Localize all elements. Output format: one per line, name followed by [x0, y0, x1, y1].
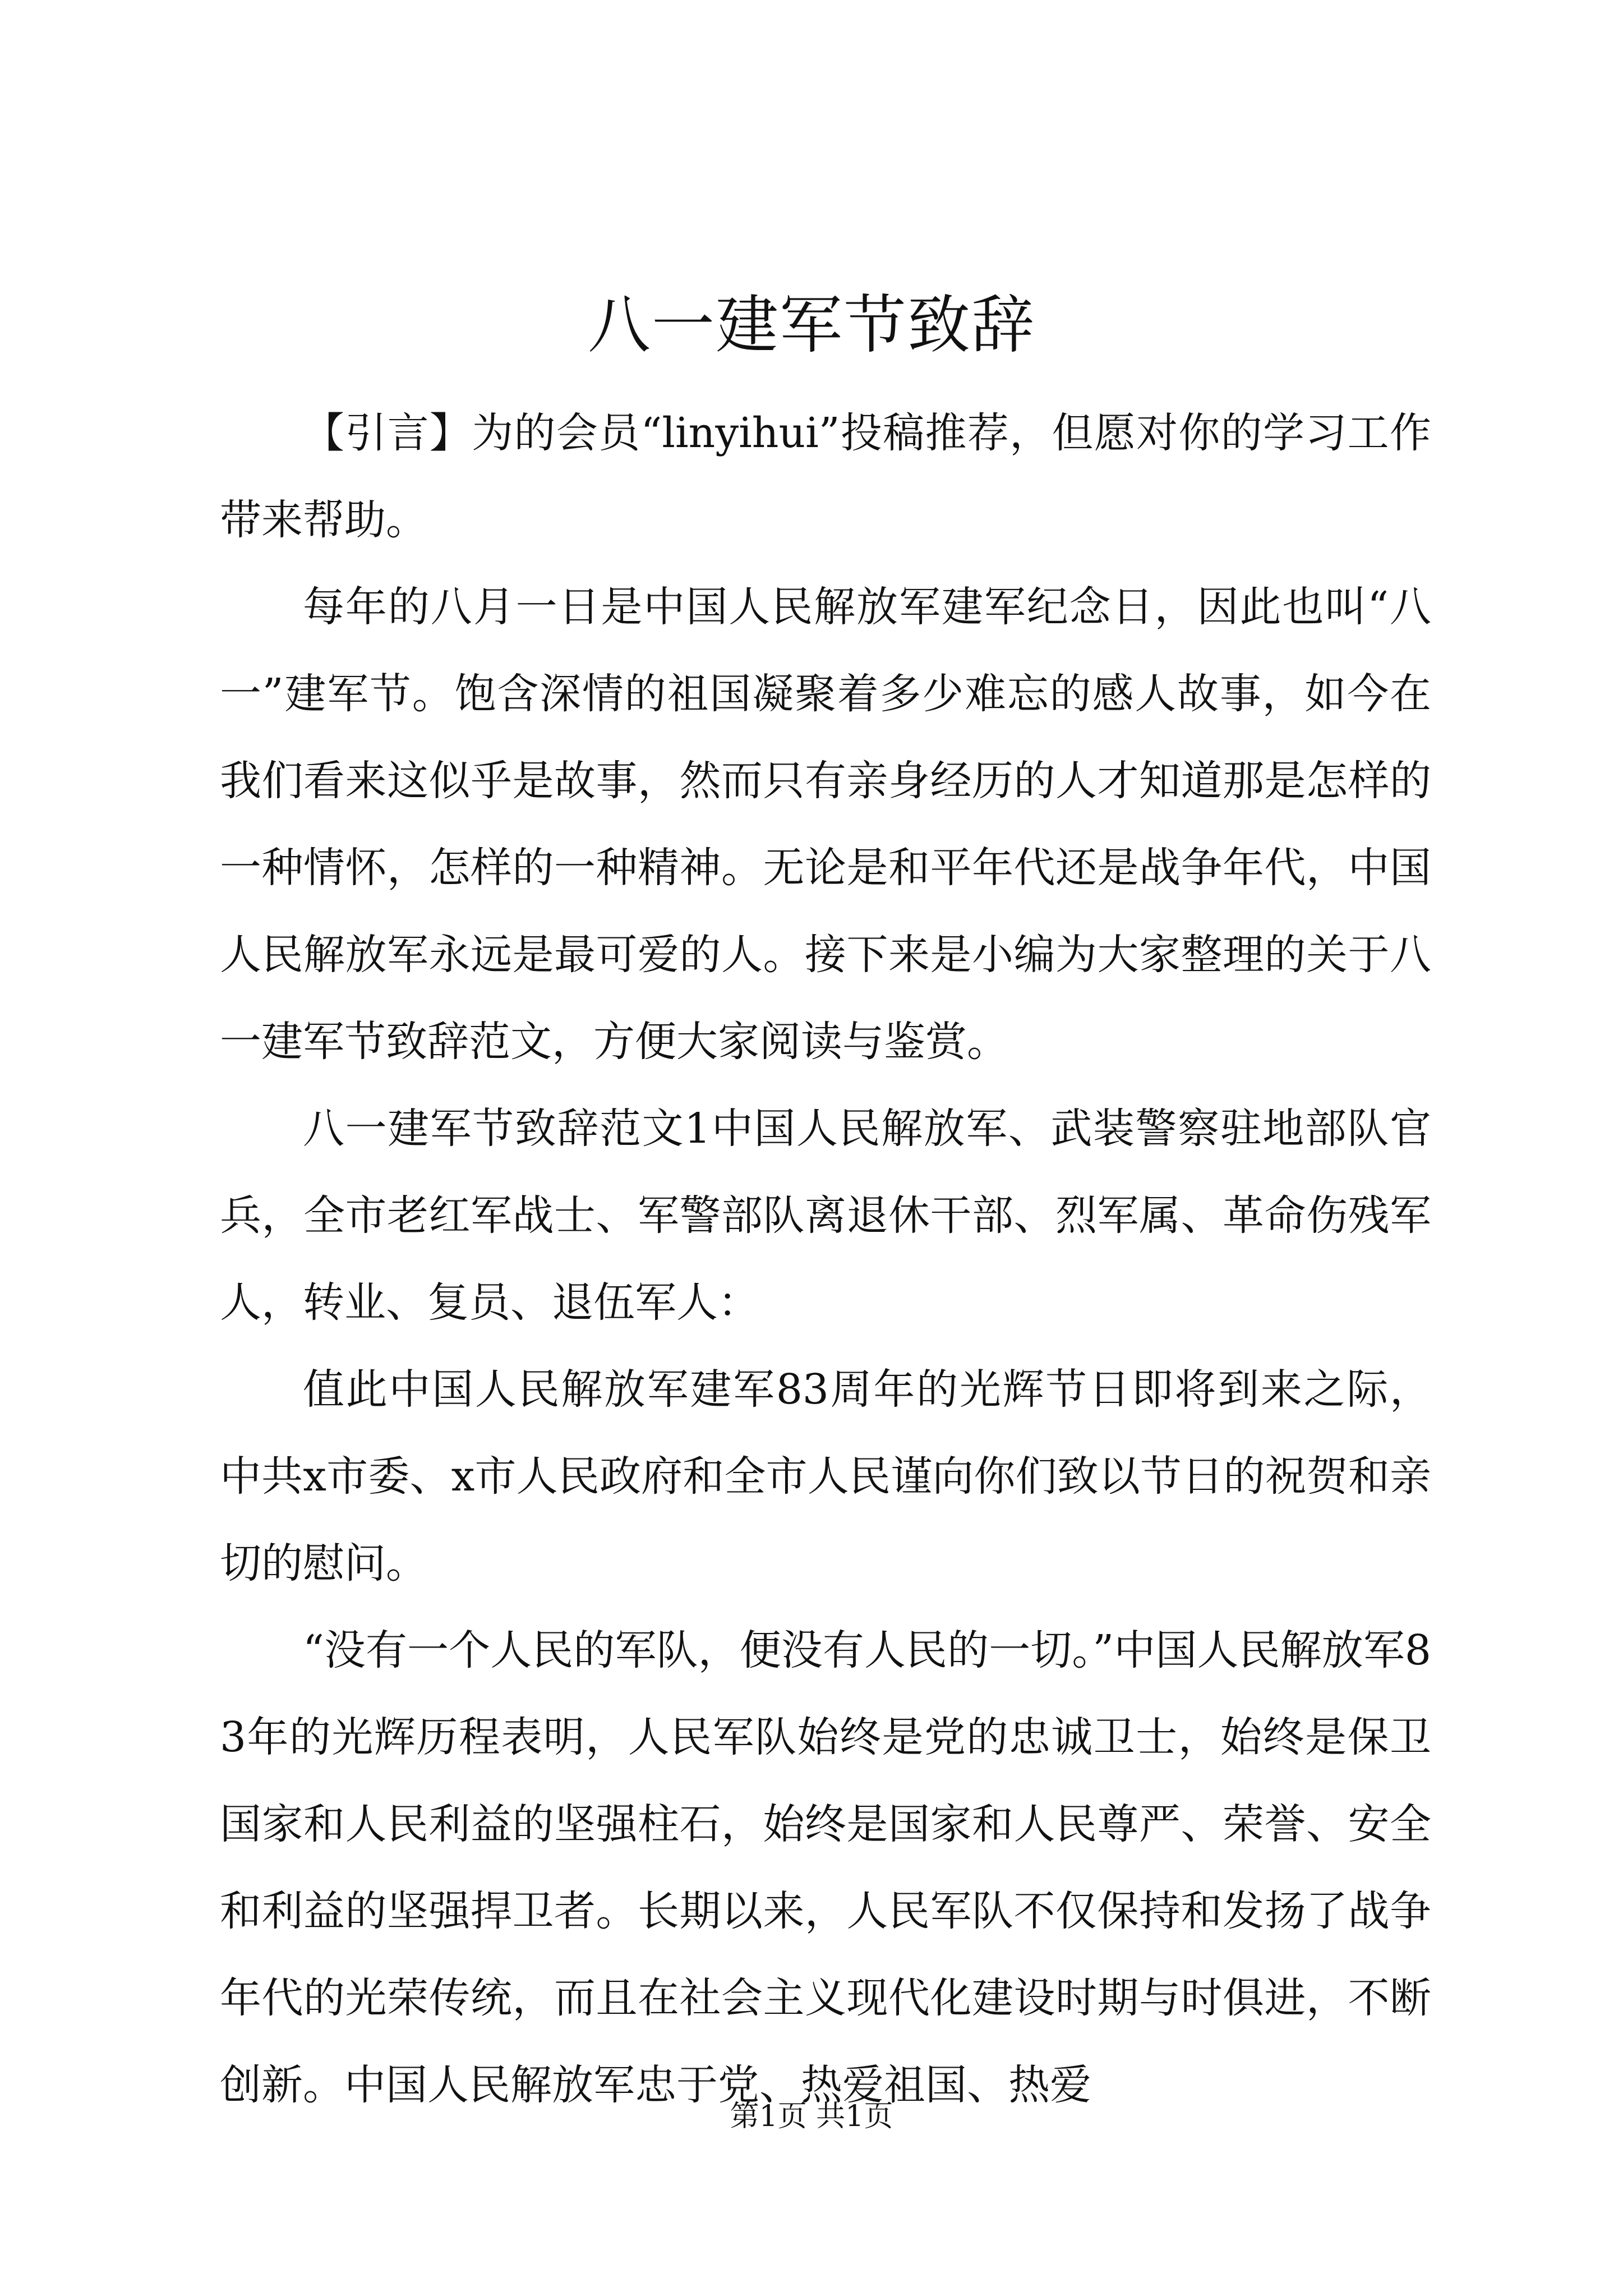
paragraph-4: “没有一个人民的军队，便没有人民的一切。”中国人民解放军83年的光辉历程表明，人民军队始终是党的忠诚卫士，始终是保卫国家和人民利益的坚强柱石，始终是国家和人民尊严、荣誉、安全和利益的坚强捍卫者。长期以来，人民军队不仅保持和发扬了战争年代的光荣传统，而且在社会主义现代化建设时期与时俱进，不断创新。中国人民解放军忠于党、热爱祖国、热爱 — [220, 1626, 1431, 2109]
paragraph-2: 八一建军节致辞范文1中国人民解放军、武装警察驻地部队官兵，全市老红军战士、军警部队离退休干部、烈军属、革命伤残军人，转业、复员、退伍军人： — [220, 1105, 1431, 1327]
document-body — [220, 390, 1431, 2129]
paragraph-intro: 【引言】为的会员“linyihui”投稿推荐，但愿对你的学习工作带来帮助。 — [220, 409, 1431, 544]
document-title: 八一建军节致辞 — [588, 289, 1035, 362]
paragraph-1: 每年的八月一日是中国人民解放军建军纪念日，因此也叫“八一”建军节。饱含深情的祖国凝聚着多少难忘的感人故事，如今在我们看来这似乎是故事，然而只有亲身经历的人才知道那是怎样的一种情怀，怎样的一种精神。无论是和平年代还是战争年代，中国人民解放军永远是最可爱的人。接下来是小编为大家整理的关于八一建军节致辞范文，方便大家阅读与鉴赏。 — [220, 583, 1431, 1066]
paragraph-3: 值此中国人民解放军建军83周年的光辉节日即将到来之际，中共x市委、x市人民政府和全市人民谨向你们致以节日的祝贺和亲切的慰问。 — [220, 1365, 1431, 1588]
page-footer: 第1页 共1页 — [730, 2100, 893, 2133]
